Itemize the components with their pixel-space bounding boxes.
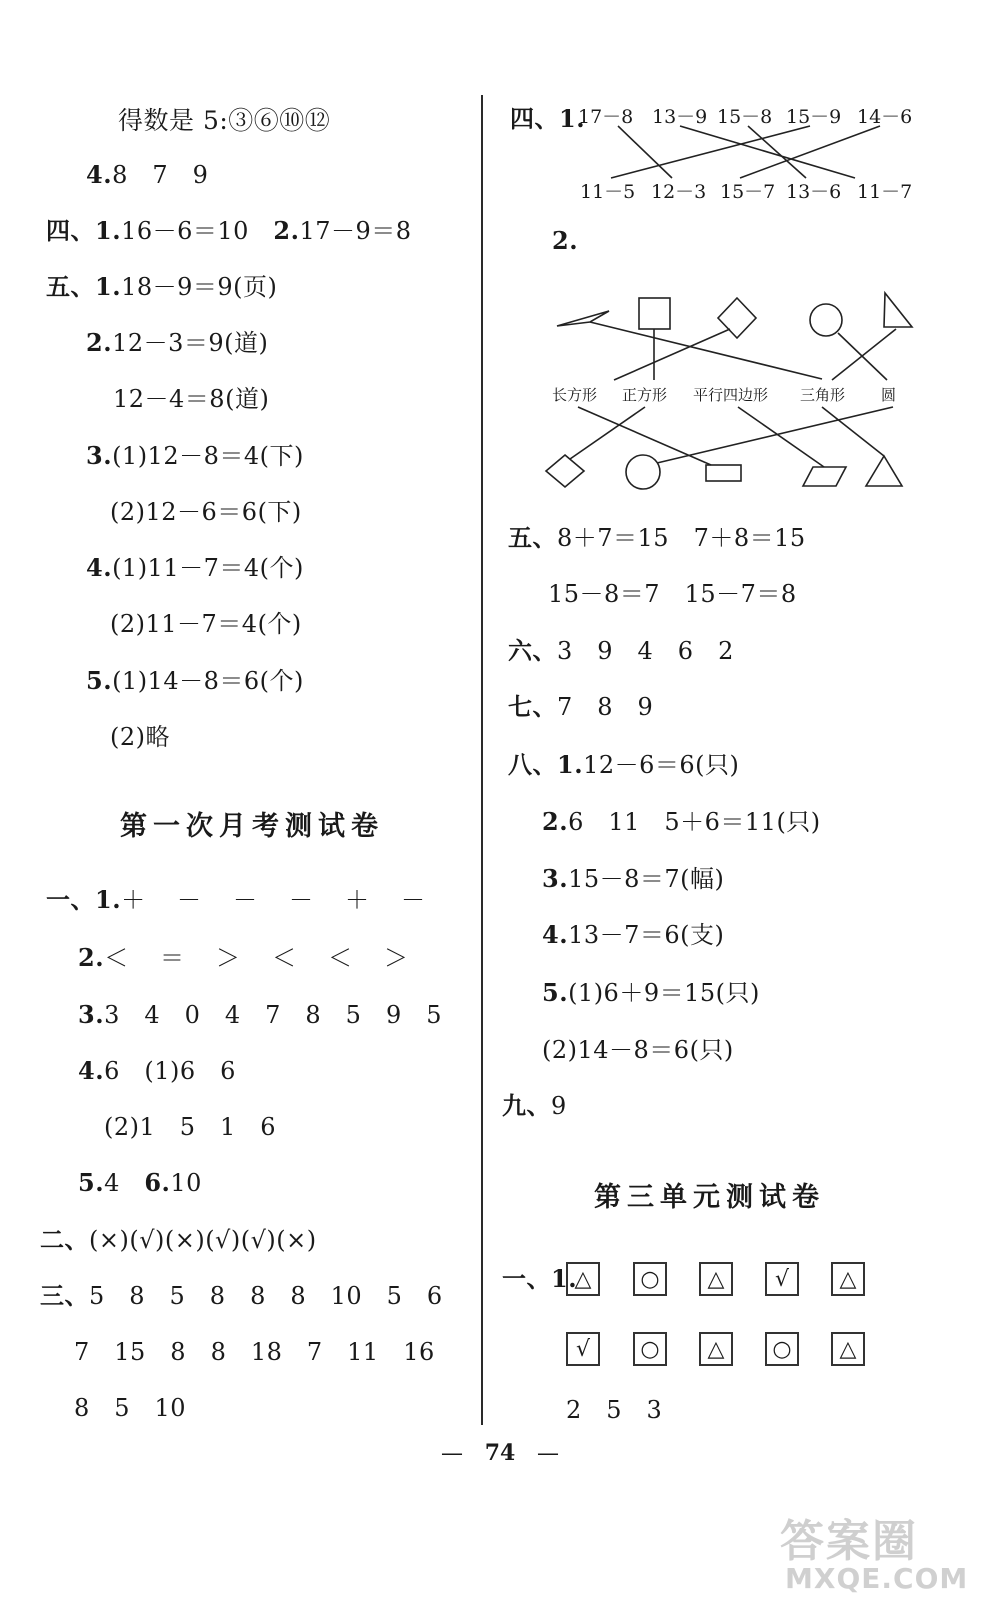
mark-box: △ — [566, 1262, 600, 1296]
item-text: 8＋7＝15 7＋8＝15 — [557, 524, 806, 552]
item-text: 3 4 0 4 7 8 5 9 5 — [104, 1001, 442, 1029]
match-line — [614, 329, 730, 380]
item-text: ＜ ＝ ＞ ＜ ＜ ＞ — [104, 944, 413, 972]
page-number-value: 74 — [484, 1440, 516, 1466]
bottom-expression: 11－5 — [580, 181, 636, 203]
item-number: 1. — [551, 1264, 578, 1293]
item-number: 4. — [78, 1056, 105, 1085]
match-line — [578, 407, 711, 465]
item-text: 16－6＝10 — [121, 217, 274, 245]
match-line — [611, 126, 810, 178]
bottom-expression: 11－7 — [857, 181, 913, 203]
item-number: 3. — [542, 864, 569, 893]
item-number: 5. — [542, 978, 569, 1007]
bottom-expression: 13－6 — [786, 181, 842, 203]
top-expression: 13－9 — [652, 106, 708, 128]
answer-line — [508, 692, 653, 722]
match-line — [738, 407, 824, 467]
answer-line — [508, 750, 739, 780]
item-number: 4. — [86, 553, 113, 582]
item-number: 3. — [78, 1000, 105, 1029]
item-text: 7 8 9 — [557, 693, 654, 721]
shape-label: 三角形 — [800, 386, 846, 404]
item-text: (1)6＋9＝15(只) — [568, 979, 760, 1007]
answer-line — [508, 523, 806, 553]
mark-box: ○ — [633, 1262, 667, 1296]
parallelogram-shape — [557, 311, 609, 326]
answer-line: 8 5 10 — [74, 1394, 187, 1422]
dash: — — [536, 1441, 559, 1466]
item-text: 8 7 9 — [112, 161, 209, 189]
item-number: 2. — [552, 226, 579, 255]
bottom-expression: 12－3 — [651, 181, 707, 203]
item-number: 2. — [86, 328, 113, 357]
item-number: 1. — [95, 272, 122, 301]
triangle-shape — [866, 456, 902, 486]
answer-line — [502, 1091, 567, 1121]
section-label: 二、 — [40, 1225, 89, 1254]
answer-line: 2 5 3 — [566, 1396, 663, 1424]
section-title: 第一次月考测试卷 — [120, 811, 384, 842]
item-text: 12－6＝6(只) — [583, 751, 740, 779]
watermark-logo: 答案圈 — [780, 1516, 918, 1567]
bottom-expression: 15－7 — [720, 181, 776, 203]
item-text: 4 — [104, 1169, 145, 1197]
item-text: 12－3＝9(道) — [112, 329, 269, 357]
item-text: 6 11 5＋6＝11(只) — [568, 808, 821, 836]
circle-shape — [810, 304, 842, 336]
mark-box: ○ — [633, 1332, 667, 1366]
shape-label: 正方形 — [622, 386, 668, 404]
item-text: 18－9＝9(页) — [121, 273, 278, 301]
item-number: 1. — [559, 104, 586, 133]
circle-shape — [626, 455, 660, 489]
item-text: 6 (1)6 6 — [104, 1057, 236, 1085]
item-text: 5 8 5 8 8 8 10 5 6 — [89, 1282, 443, 1310]
item-number: 2. — [78, 943, 105, 972]
section-label: 五、 — [46, 272, 95, 301]
section-title: 第三单元测试卷 — [594, 1182, 825, 1213]
answer-line: 7 15 8 8 18 7 11 16 — [74, 1338, 435, 1366]
section-label: 五、 — [508, 523, 557, 552]
answer-line: (2)14－8＝6(只) — [542, 1036, 734, 1064]
dash: — — [441, 1441, 464, 1466]
item-text: 9 — [551, 1092, 567, 1120]
match-line — [590, 322, 822, 379]
top-expression: 17－8 — [578, 106, 634, 128]
section-label: 九、 — [502, 1091, 551, 1120]
section-label: 六、 — [508, 636, 557, 665]
item-number: 1. — [95, 216, 122, 245]
answer-line: (2)1 5 1 6 — [104, 1113, 277, 1141]
item-number: 4. — [542, 920, 569, 949]
rectangle-shape — [706, 465, 741, 481]
item-text: (×)(√)(×)(√)(√)(×) — [89, 1226, 317, 1254]
item-text: ＋ － － － ＋ － — [121, 886, 430, 914]
item-text: (1)14－8＝6(个) — [112, 667, 304, 695]
item-text: 15－8＝7(幅) — [568, 865, 725, 893]
section-label: 七、 — [508, 692, 557, 721]
mark-box: △ — [699, 1262, 733, 1296]
mark-box: △ — [831, 1262, 865, 1296]
item-number: 6. — [144, 1168, 171, 1197]
item-number: 4. — [86, 160, 113, 189]
item-text: 3 9 4 6 2 — [557, 637, 734, 665]
item-text: 17－9＝8 — [299, 217, 412, 245]
mark-box: √ — [765, 1262, 799, 1296]
watermark-url: MXQE.COM — [785, 1562, 969, 1595]
answer-line — [542, 978, 760, 1008]
top-expression: 14－6 — [857, 106, 913, 128]
diamond-square-shape — [546, 455, 584, 487]
shape-label: 圆 — [881, 386, 897, 404]
mark-box: √ — [566, 1332, 600, 1366]
parallelogram-shape — [803, 467, 846, 486]
item-text: (1)12－8＝4(下) — [112, 442, 304, 470]
mark-box: ○ — [765, 1332, 799, 1366]
section-label: 四、 — [46, 216, 95, 245]
answer-line: (2)12－6＝6(下) — [110, 498, 302, 526]
shape-label: 长方形 — [552, 386, 598, 404]
item-number: 2. — [542, 807, 569, 836]
square-shape — [639, 298, 670, 329]
match-line — [740, 126, 880, 178]
item-number: 5. — [86, 666, 113, 695]
match-line — [822, 407, 884, 456]
result-line: 得数是 5:③⑥⑩⑫ — [118, 106, 331, 135]
section-label: 三、 — [40, 1281, 89, 1310]
section-label: 四、 — [510, 104, 559, 133]
section-label: 一、 — [502, 1264, 551, 1293]
item-number: 3. — [86, 441, 113, 470]
top-expression: 15－8 — [717, 106, 773, 128]
section-label: 八、 — [508, 750, 557, 779]
mark-box: △ — [699, 1332, 733, 1366]
answer-line: 15－8＝7 15－7＝8 — [548, 580, 797, 608]
item-number: 5. — [78, 1168, 105, 1197]
item-text: 13－7＝6(支) — [568, 921, 725, 949]
answer-line — [508, 636, 734, 666]
item-number: 2. — [273, 216, 300, 245]
answer-line — [542, 920, 724, 950]
answer-line: 12－4＝8(道) — [113, 385, 270, 413]
answer-line: (2)略 — [110, 723, 170, 751]
answer-line — [542, 864, 724, 894]
match-line — [680, 126, 855, 178]
top-expression: 15－9 — [786, 106, 842, 128]
triangle-shape — [884, 293, 912, 327]
item-text: (1)11－7＝4(个) — [112, 554, 304, 582]
item-number: 1. — [95, 885, 122, 914]
item-text: 10 — [170, 1169, 202, 1197]
section-label: 一、 — [46, 885, 95, 914]
answer-line — [542, 807, 821, 837]
match-line — [570, 407, 645, 459]
answer-line: (2)11－7＝4(个) — [110, 610, 302, 638]
shape-label: 平行四边形 — [693, 386, 769, 404]
page-number — [0, 1440, 1000, 1466]
item-number: 1. — [557, 750, 584, 779]
mark-box: △ — [831, 1332, 865, 1366]
match-line — [618, 126, 672, 178]
